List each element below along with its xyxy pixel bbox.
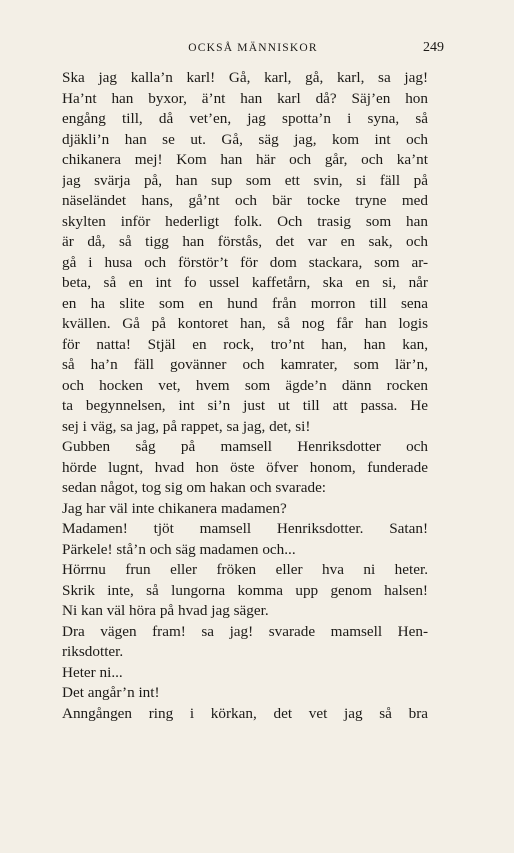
text-line: kvällen. Gå på kontoret han, så nog får han logis — [62, 315, 428, 332]
text-line: en ha slite som en hund från morron till sena — [62, 294, 428, 312]
text-line: Ha’nt han byxor, ä’nt han karl då? Säj’en hon — [62, 89, 428, 107]
text-line: Jag har väl inte chikanera madamen? — [62, 499, 287, 517]
text-line: och hocken vet, hvem som ägde’n dänn rocken — [62, 376, 428, 394]
text-line: engång till, då vet’en, jag spotta’n i syna, så — [62, 110, 428, 127]
text-line: Skrik inte, så lungorna komma upp genom halsen! — [62, 581, 428, 599]
page-number: 249 — [423, 40, 444, 55]
running-title: OCKSÅ MÄNNISKOR — [188, 42, 318, 54]
text-line: chikanera mej! Kom han här och går, och ka’nt — [62, 151, 428, 168]
text-line: Anngången ring i körkan, det vet jag så bra — [62, 704, 428, 722]
text-line: sedan något, tog sig om hakan och svarade: — [62, 479, 327, 496]
text-line: så ha’n fäll govänner och kamrater, som lär’n, — [62, 356, 428, 373]
text-line: Pärkele! stå’n och säg madamen och... — [62, 540, 296, 558]
text-line: Gubben såg på mamsell Henriksdotter och — [62, 438, 428, 455]
text-line: djäkli’n han se ut. Gå, säg jag, kom int och — [62, 130, 428, 148]
text-line: Dra vägen fram! sa jag! svarade mamsell Hen- — [62, 622, 428, 640]
text-line: Madamen! tjöt mamsell Henriksdotter. Satan! — [62, 520, 428, 537]
text-line: skylten inför hederligt folk. Och trasig som han — [62, 212, 428, 230]
text-line: är då, så tigg han förstås, det var en sak, och — [62, 233, 428, 250]
text-line: gå i husa och förstör’t för dom stackara, som ar- — [62, 253, 428, 271]
text-line: Hörrnu frun eller fröken eller hva ni heter. — [62, 561, 428, 578]
text-line: beta, så en int fo ussel kaffetårn, ska en si, når — [62, 274, 428, 291]
text-line: sej i väg, sa jag, på rappet, sa jag, det, si! — [62, 417, 311, 435]
text-line: för natta! Stjäl en rock, tro’nt han, han kan, — [62, 335, 428, 353]
text-line: Ni kan väl höra på hvad jag säger. — [62, 602, 269, 619]
text-line: Det angår’n int! — [62, 684, 160, 701]
text-line: näseländet hans, gå’nt och bär tocke tryne med — [62, 192, 428, 209]
text-line: riksdotter. — [62, 643, 124, 660]
text-line: jag svärja på, han sup som ett svin, si fäll på — [62, 171, 428, 189]
text-line: Ska jag kalla’n karl! Gå, karl, gå, karl, sa jag! — [62, 69, 428, 86]
running-head — [62, 38, 444, 58]
body-text — [62, 68, 428, 724]
text-line: Heter ni... — [62, 663, 123, 681]
text-line: ta begynnelsen, int si’n just ut till att passa. He — [62, 397, 428, 414]
text-line: hörde lugnt, hvad hon öste öfver honom, funderade — [62, 458, 428, 476]
